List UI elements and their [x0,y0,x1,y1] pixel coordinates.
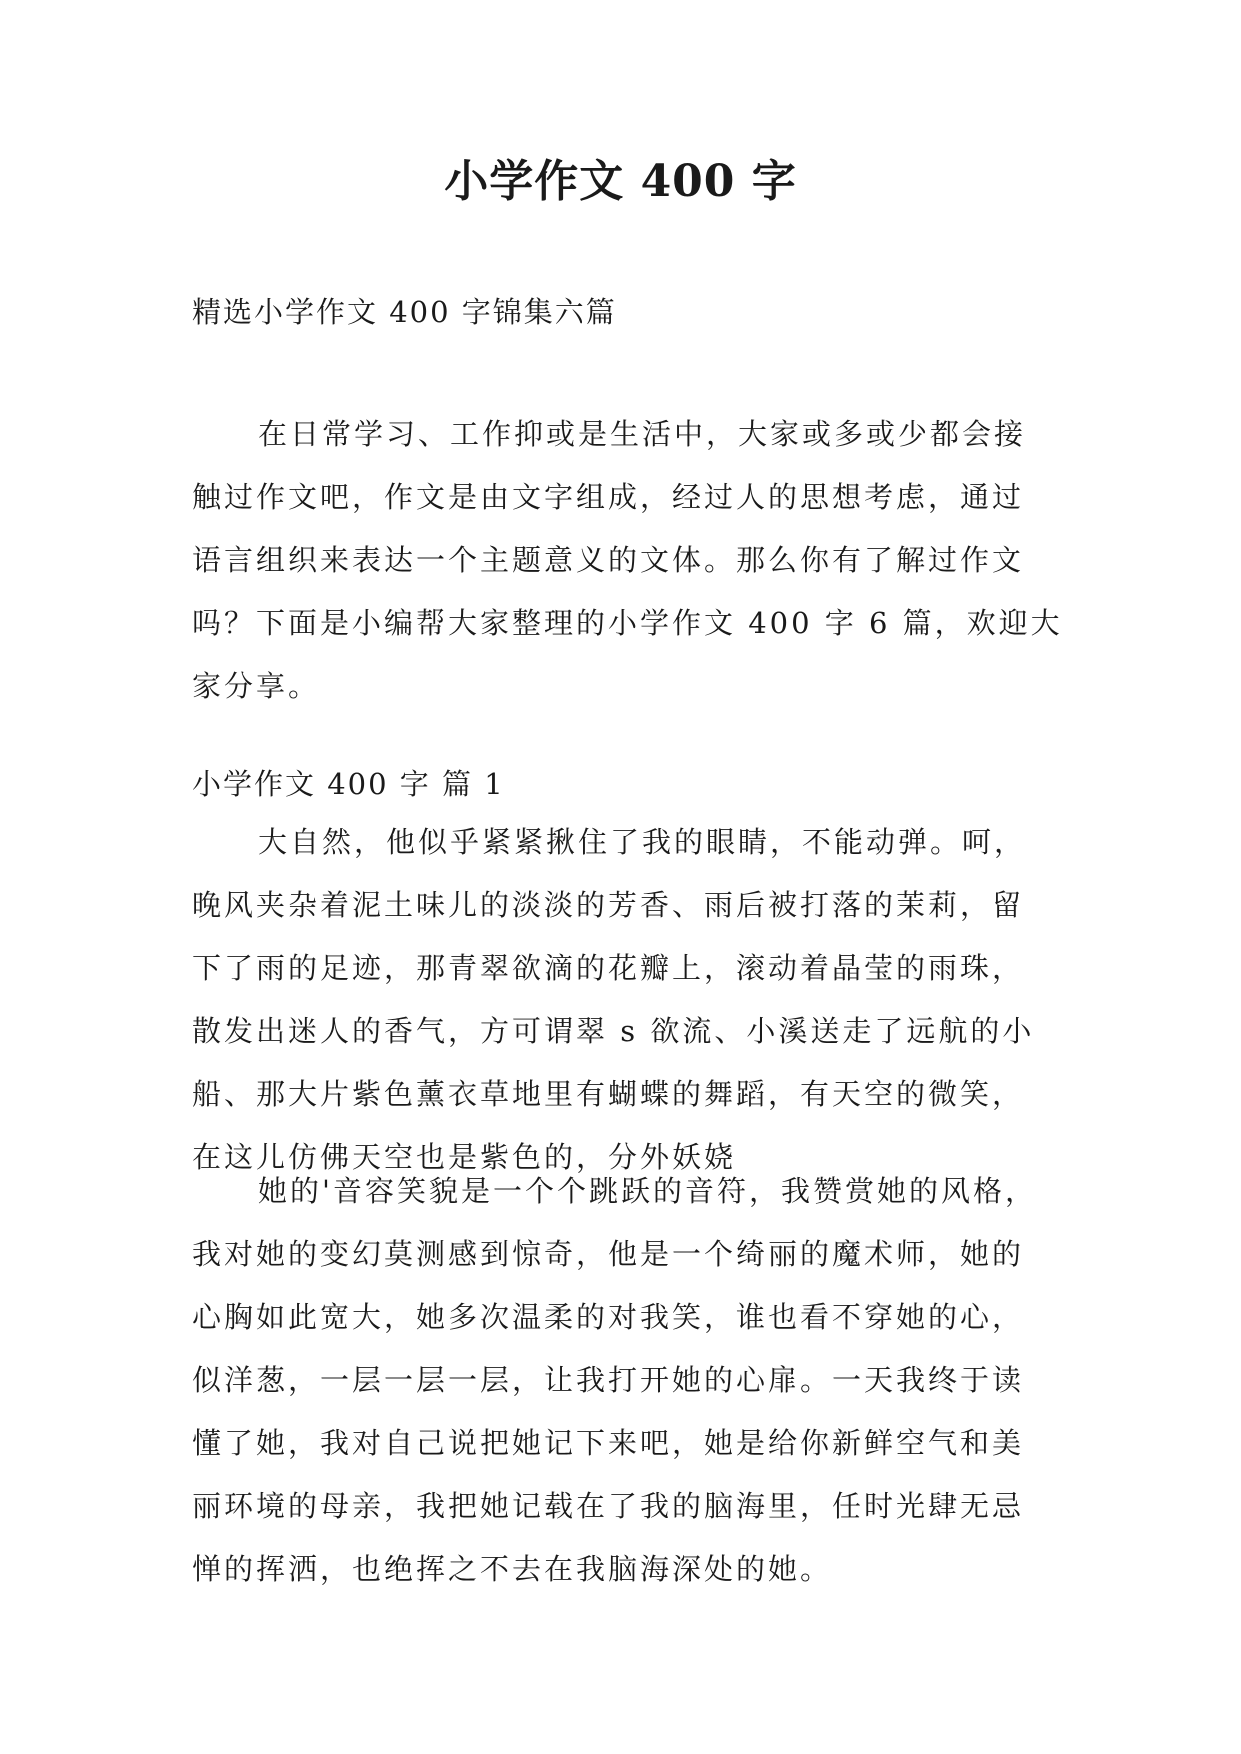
paragraph-line: 船、那大片紫色薰衣草地里有蝴蝶的舞蹈，有天空的微笑， [192,1077,1025,1111]
intro-line: 在日常学习、工作抑或是生活中，大家或多或少都会接 [258,417,1027,451]
intro-line: 吗？下面是小编帮大家整理的小学作文 400 字 6 篇，欢迎大 [192,606,1063,640]
essay-paragraph-1 [192,811,1072,1189]
paragraph-line: 懂了她，我对自己说把她记下来吧，她是给你新鲜空气和美 [192,1426,1025,1460]
paragraph-line: 她的'音容笑貌是一个个跳跃的音符，我赞赏她的风格， [258,1174,1037,1208]
intro-line: 语言组织来表达一个主题意义的文体。那么你有了解过作文 [192,543,1025,577]
paragraph-line: 惮的挥洒，也绝挥之不去在我脑海深处的她。 [192,1552,833,1586]
paragraph-line: 我对她的变幻莫测感到惊奇，他是一个绮丽的魔术师，她的 [192,1237,1025,1271]
document-title: 小学作文 400 字 [444,156,797,207]
paragraph-line: 晚风夹杂着泥土味儿的淡淡的芳香、雨后被打落的茉莉，留 [192,888,1025,922]
paragraph-line: 心胸如此宽大，她多次温柔的对我笑，谁也看不穿她的心， [192,1300,1025,1334]
paragraph-line: 散发出迷人的香气，方可谓翠 s 欲流、小溪送走了远航的小 [192,1014,1035,1048]
intro-line: 家分享。 [192,669,321,703]
document-subtitle: 精选小学作文 400 字锦集六篇 [192,295,617,329]
paragraph-line: 丽环境的母亲，我把她记载在了我的脑海里，任时光肆无忌 [192,1489,1025,1523]
paragraph-line: 在这儿仿佛天空也是紫色的，分外妖娆 [192,1140,737,1174]
paragraph-line: 似洋葱，一层一层一层，让我打开她的心扉。一天我终于读 [192,1363,1025,1397]
intro-paragraph [192,403,1072,718]
intro-line: 触过作文吧，作文是由文字组成，经过人的思想考虑，通过 [192,480,1025,514]
paragraph-line: 下了雨的足迹，那青翠欲滴的花瓣上，滚动着晶莹的雨珠， [192,951,1025,985]
section-heading: 小学作文 400 字 篇 1 [192,767,505,801]
paragraph-line: 大自然，他似乎紧紧揪住了我的眼睛，不能动弹。呵， [258,825,1027,859]
essay-paragraph-2 [192,1160,1072,1601]
